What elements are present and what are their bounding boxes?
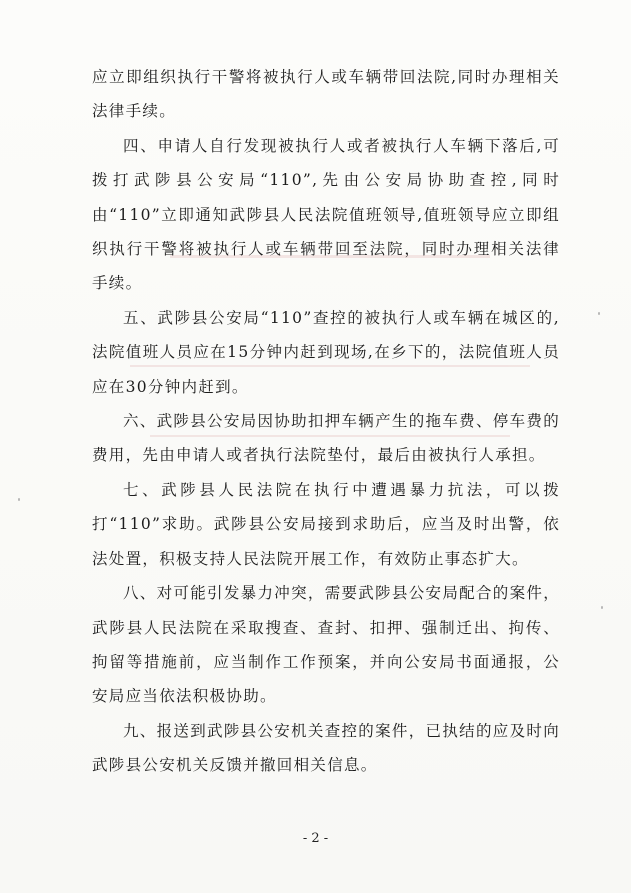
paragraph-continuation: 应立即组织执行干警将被执行人或车辆带回法院,同时办理相关法律手续。 bbox=[92, 68, 560, 121]
scan-speck bbox=[598, 312, 600, 315]
scan-speck bbox=[601, 606, 603, 609]
paragraph-item-8: 八、对可能引发暴力冲突，需要武陟县公安局配合的案件，武陟县人民法院在采取搜查、查封、扣押、强制迁出、拘传、拘留等措施前，应当制作工作预案，并向公安局书面通报，公安局应当依法积极协助。 bbox=[92, 584, 560, 706]
paragraph-item-7: 七、武陟县人民法院在执行中遭遇暴力抗法，可以拨打“110”求助。武陟县公安局接到求助后，应当及时出警，依法处置，积极支持人民法院开展工作，有效防止事态扩大。 bbox=[92, 480, 560, 568]
document-body bbox=[92, 60, 560, 783]
paragraph-item-4: 四、申请人自行发现被执行人或者被执行人车辆下落后,可拨打武陟县公安局“110”,先由公安局协助查控,同时由“110”立即通知武陟县人民法院值班领导,值班领导应立即组织执行干警将被执行人或车辆带回至法院，同时办理相关法律手续。 bbox=[92, 136, 560, 293]
paragraph-item-9: 九、报送到武陟县公安机关查控的案件，已执结的应及时向武陟县公安机关反馈并撤回相关信息。 bbox=[92, 721, 560, 775]
scan-speck bbox=[18, 498, 20, 501]
paragraph-item-5: 五、武陟县公安局“110”查控的被执行人或车辆在城区的,法院值班人员应在15分钟内赶到现场,在乡下的，法院值班人员应在30分钟内赶到。 bbox=[92, 308, 560, 396]
page-number: - 2 - bbox=[302, 831, 329, 846]
paragraph-item-6: 六、武陟县公安局因协助扣押车辆产生的拖车费、停车费的费用，先由申请人或者执行法院垫付，最后由被执行人承担。 bbox=[92, 412, 560, 465]
